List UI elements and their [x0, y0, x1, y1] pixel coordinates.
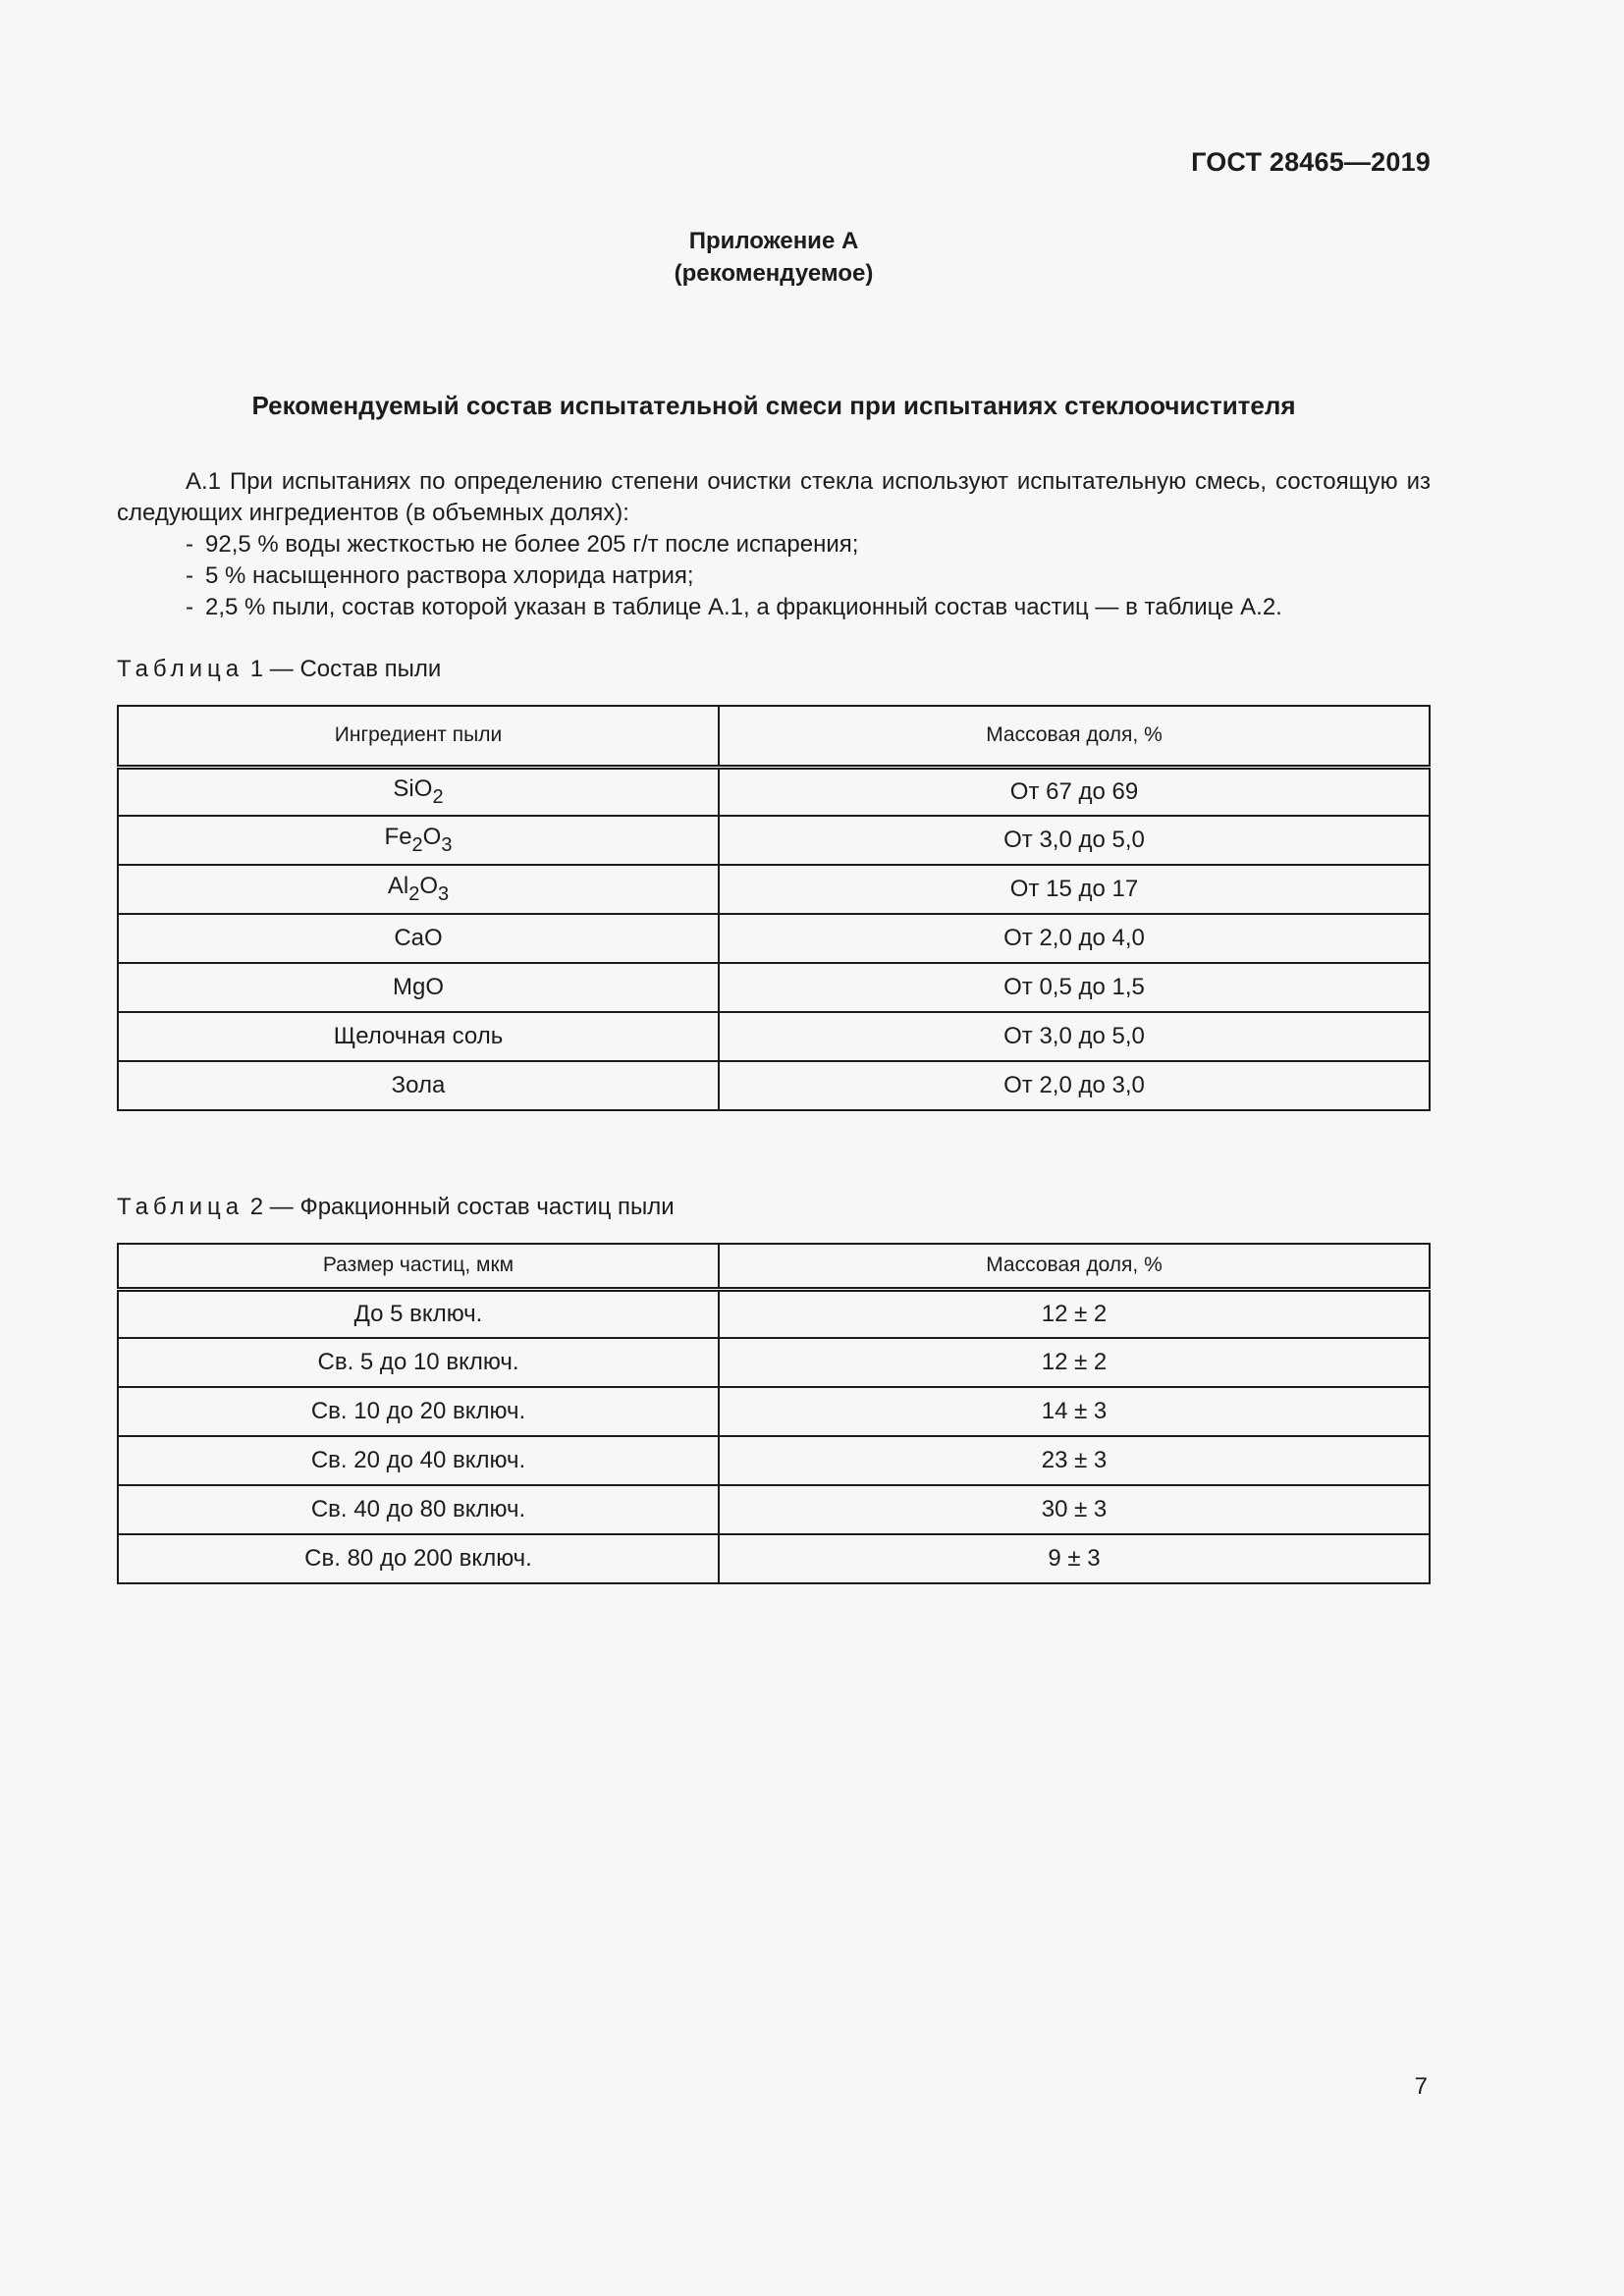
mass-fraction-cell: 30 ± 3 [719, 1485, 1430, 1534]
intro-text [117, 466, 1431, 623]
list-item: - 92,5 % воды жесткостью не более 205 г/т после испарения; [186, 531, 859, 558]
table2-caption: Таблица 2 — Фракционный состав частиц пыли [117, 1194, 675, 1220]
section-heading: Рекомендуемый состав испытательной смеси при испытаниях стеклоочистителя [251, 391, 1296, 420]
table1-header-mass-fraction: Массовая доля, % [719, 706, 1430, 767]
particle-size-cell: До 5 включ. [118, 1289, 719, 1338]
ingredient-cell: Щелочная соль [118, 1012, 719, 1061]
table-row [118, 963, 1430, 1012]
ingredient-cell: MgO [118, 963, 719, 1012]
table2-header-mass-fraction: Массовая доля, % [719, 1244, 1430, 1289]
mass-fraction-cell: От 3,0 до 5,0 [719, 1012, 1430, 1061]
ingredient-cell: Зола [118, 1061, 719, 1110]
appendix-title-block [0, 225, 1547, 290]
table-row [118, 1338, 1430, 1387]
particle-size-cell: Св. 20 до 40 включ. [118, 1436, 719, 1485]
ingredient-cell: CaO [118, 914, 719, 963]
table-row [118, 914, 1430, 963]
ingredient-list [117, 529, 1431, 623]
table-row [118, 1436, 1430, 1485]
table-row [118, 1012, 1430, 1061]
mass-fraction-cell: От 2,0 до 3,0 [719, 1061, 1430, 1110]
mass-fraction-cell: 14 ± 3 [719, 1387, 1430, 1436]
table2-header-size: Размер частиц, мкм [118, 1244, 719, 1289]
mass-fraction-cell: 12 ± 2 [719, 1289, 1430, 1338]
ingredient-cell: SiO$_2$ [118, 767, 719, 816]
mass-fraction-cell: От 0,5 до 1,5 [719, 963, 1430, 1012]
table-row [118, 1485, 1430, 1534]
document-code: ГОСТ 28465—2019 [1191, 147, 1431, 177]
table1-caption: Таблица 1 — Состав пыли [117, 656, 442, 682]
table-row [118, 1387, 1430, 1436]
table1-header-ingredient: Ингредиент пыли [118, 706, 719, 767]
table-row [118, 1534, 1430, 1583]
mass-fraction-cell: От 3,0 до 5,0 [719, 816, 1430, 865]
ingredient-cell: $Al_2O_3$ [118, 865, 719, 914]
appendix-subtitle: (рекомендуемое) [674, 260, 874, 287]
mass-fraction-cell: 23 ± 3 [719, 1436, 1430, 1485]
table-row [118, 1061, 1430, 1110]
particle-size-cell: Св. 80 до 200 включ. [118, 1534, 719, 1583]
list-item: - 2,5 % пыли, состав которой указан в таблице А.1, а фракционный состав частиц — в таблице А.2. [186, 594, 1282, 620]
list-item: - 5 % насыщенного раствора хлорида натрия; [186, 562, 694, 589]
table-row [118, 816, 1430, 865]
mass-fraction-cell: 9 ± 3 [719, 1534, 1430, 1583]
table1-dust-composition [117, 705, 1431, 1111]
table-row [118, 865, 1430, 914]
particle-size-cell: Св. 5 до 10 включ. [118, 1338, 719, 1387]
table-row [118, 1289, 1430, 1338]
appendix-title: Приложение А [688, 228, 859, 254]
page-number: 7 [1414, 2073, 1428, 2100]
table-row [118, 767, 1430, 816]
mass-fraction-cell: 12 ± 2 [719, 1338, 1430, 1387]
mass-fraction-cell: От 15 до 17 [719, 865, 1430, 914]
particle-size-cell: Св. 40 до 80 включ. [118, 1485, 719, 1534]
ingredient-cell: $Fe_2O_3$ [118, 816, 719, 865]
mass-fraction-cell: От 67 до 69 [719, 767, 1430, 816]
particle-size-cell: Св. 10 до 20 включ. [118, 1387, 719, 1436]
mass-fraction-cell: От 2,0 до 4,0 [719, 914, 1430, 963]
intro-paragraph: А.1 При испытаниях по определению степени очистки стекла используют испытательную смесь, состоящую из следующих ингредиентов (в объемных долях): [117, 468, 1431, 526]
table2-particle-fractions [117, 1243, 1431, 1584]
